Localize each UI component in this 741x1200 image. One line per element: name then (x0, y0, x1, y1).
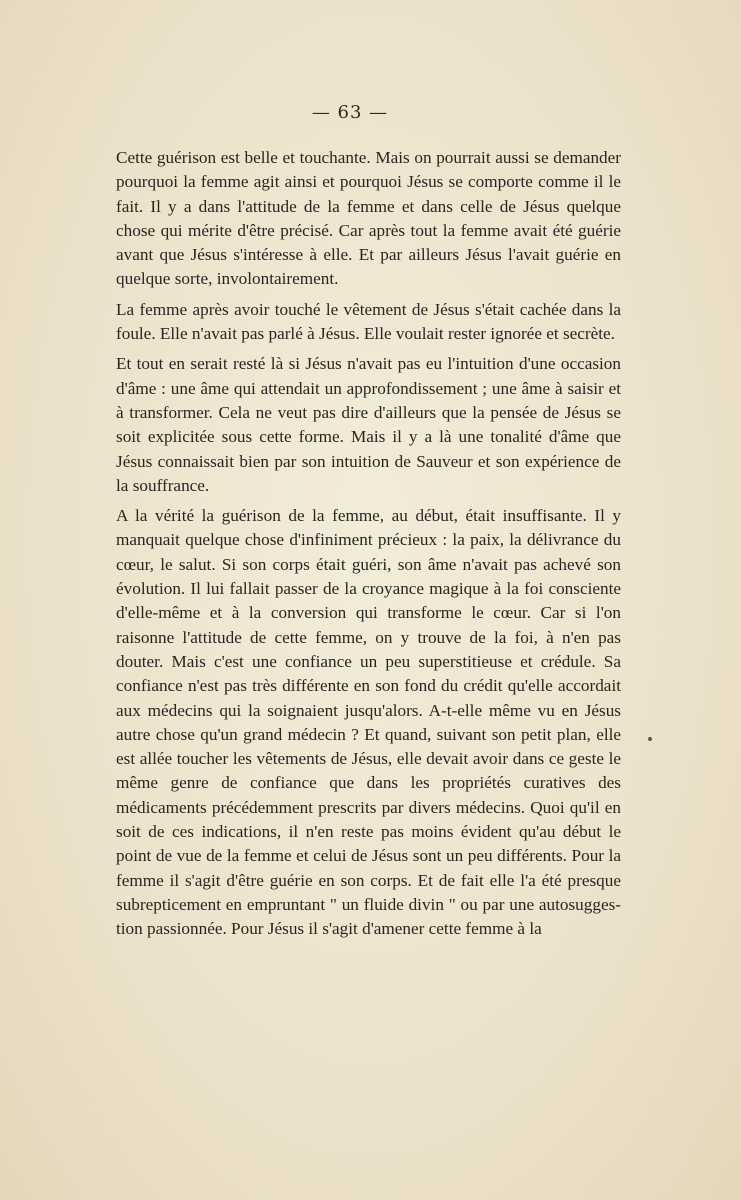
body-text (116, 146, 621, 948)
paragraph-4: A la vérité la guérison de la femme, au début, était insuffisante. Il y manquait quelque chose d'infiniment précieux : la paix, la délivrance du cœur, le salut. Si son corps était guéri, son âme n'avait pas achevé son évolution. Il lui fallait passer de la croyance magique à la foi consciente d'elle-même et à la conversion qui transforme le cœur. Car si l'on raisonne l'attitude de cette femme, on y trouve de la foi, à n'en pas douter. Mais c'est une confiance un peu superstitieuse et crédule. Sa confiance n'est pas très différente en son fond du crédit qu'elle accordait aux médecins qui la soignaient jusqu'alors. A-t-elle même vu en Jésus autre chose qu'un grand médecin ? Et quand, suivant son petit plan, elle est allée toucher les vêtements de Jésus, elle devait avoir dans ce geste le même genre de confiance que dans les propriétés curatives des médicaments précédemment prescrits par divers médecins. Quoi qu'il en soit de ces indications, il n'en reste pas moins évident qu'au début le point de vue de la femme et celui de Jésus sont un peu différents. Pour la femme il s'agit d'être guérie en son corps. Et de fait elle l'a été presque subrepticement en empruntant " un fluide divin " ou par une autosuggestion passionnée. Pour Jésus il s'agit d'amener cette femme à la (116, 506, 621, 939)
paragraph-3: Et tout en serait resté là si Jésus n'avait pas eu l'intuition d'une occasion d'âme : une âme qui attendait un approfondissement ; une âme à saisir et à transformer. Cela ne veut pas dire d'ailleurs que la pensée de Jésus se soit explicitée sous cette forme. Mais il y a là une tonalité d'âme que Jésus connaissait bien par son intuition de Sauveur et son expérience de la souffrance. (116, 354, 621, 495)
page-speck (648, 737, 652, 741)
paragraph-1: Cette guérison est belle et touchante. Mais on pourrait aussi se demander pourquoi la femme agit ainsi et pourquoi Jésus se comporte comme il le fait. Il y a dans l'attitude de la femme et dans celle de Jésus quelque chose qui mérite d'être précisé. Car après tout la femme avait été guérie avant que Jésus s'intéresse à elle. Et par ailleurs Jésus l'avait guérie en quelque sorte, involontairement. (116, 148, 621, 289)
page-number: — 63 — (311, 102, 389, 123)
paragraph-2: La femme après avoir touché le vêtement de Jésus s'était cachée dans la foule. Elle n'avait pas parlé à Jésus. Elle voulait rester ignorée et secrète. (116, 299, 621, 344)
